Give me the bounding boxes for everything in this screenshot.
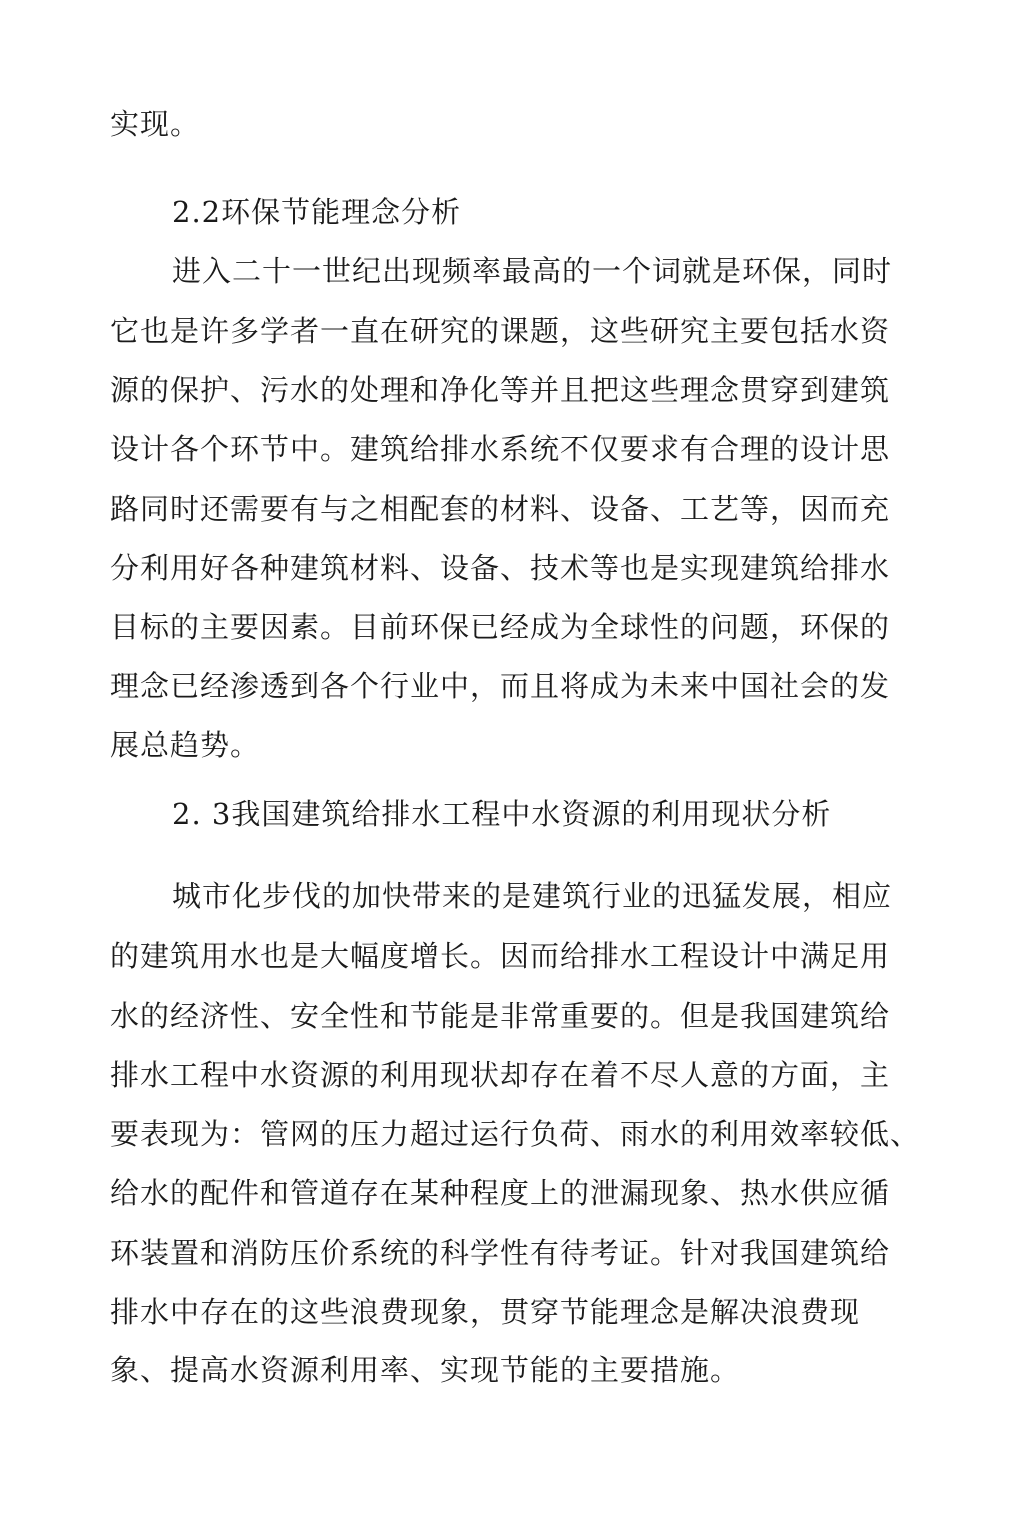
paragraph-line: 理念已经渗透到各个行业中，而且将成为未来中国社会的发: [110, 669, 891, 703]
paragraph-line: 源的保护、污水的处理和净化等并且把这些理念贯穿到建筑: [110, 373, 891, 407]
paragraph-line: 设计各个环节中。建筑给排水系统不仅要求有合理的设计思: [110, 432, 891, 466]
paragraph-line: 环装置和消防压价系统的科学性有待考证。针对我国建筑给: [110, 1236, 891, 1270]
paragraph-line: 要表现为：管网的压力超过运行负荷、雨水的利用效率较低、: [110, 1117, 921, 1151]
section-heading: 2.2环保节能理念分析: [172, 195, 462, 229]
paragraph-line: 路同时还需要有与之相配套的材料、设备、工艺等，因而充: [110, 492, 891, 526]
paragraph-line: 城市化步伐的加快带来的是建筑行业的迅猛发展，相应: [172, 879, 893, 913]
paragraph-line: 的建筑用水也是大幅度增长。因而给排水工程设计中满足用: [110, 939, 891, 973]
paragraph-line: 进入二十一世纪出现频率最高的一个词就是环保，同时: [172, 254, 893, 288]
paragraph-line: 象、提高水资源利用率、实现节能的主要措施。: [110, 1353, 741, 1387]
paragraph-line: 展总趋势。: [110, 728, 261, 762]
paragraph-line: 给水的配件和管道存在某种程度上的泄漏现象、热水供应循: [110, 1176, 891, 1210]
paragraph-line: 目标的主要因素。目前环保已经成为全球性的问题，环保的: [110, 610, 891, 644]
paragraph-line: 排水中存在的这些浪费现象，贯穿节能理念是解决浪费现: [110, 1295, 861, 1329]
paragraph-line: 实现。: [110, 107, 201, 141]
paragraph-line: 分利用好各种建筑材料、设备、技术等也是实现建筑给排水: [110, 551, 891, 585]
paragraph-line: 水的经济性、安全性和节能是非常重要的。但是我国建筑给: [110, 999, 891, 1033]
paragraph-line: 排水工程中水资源的利用现状却存在着不尽人意的方面，主: [110, 1058, 891, 1092]
section-heading: 2. 3我国建筑给排水工程中水资源的利用现状分析: [172, 797, 832, 831]
paragraph-line: 它也是许多学者一直在研究的课题，这些研究主要包括水资: [110, 314, 891, 348]
